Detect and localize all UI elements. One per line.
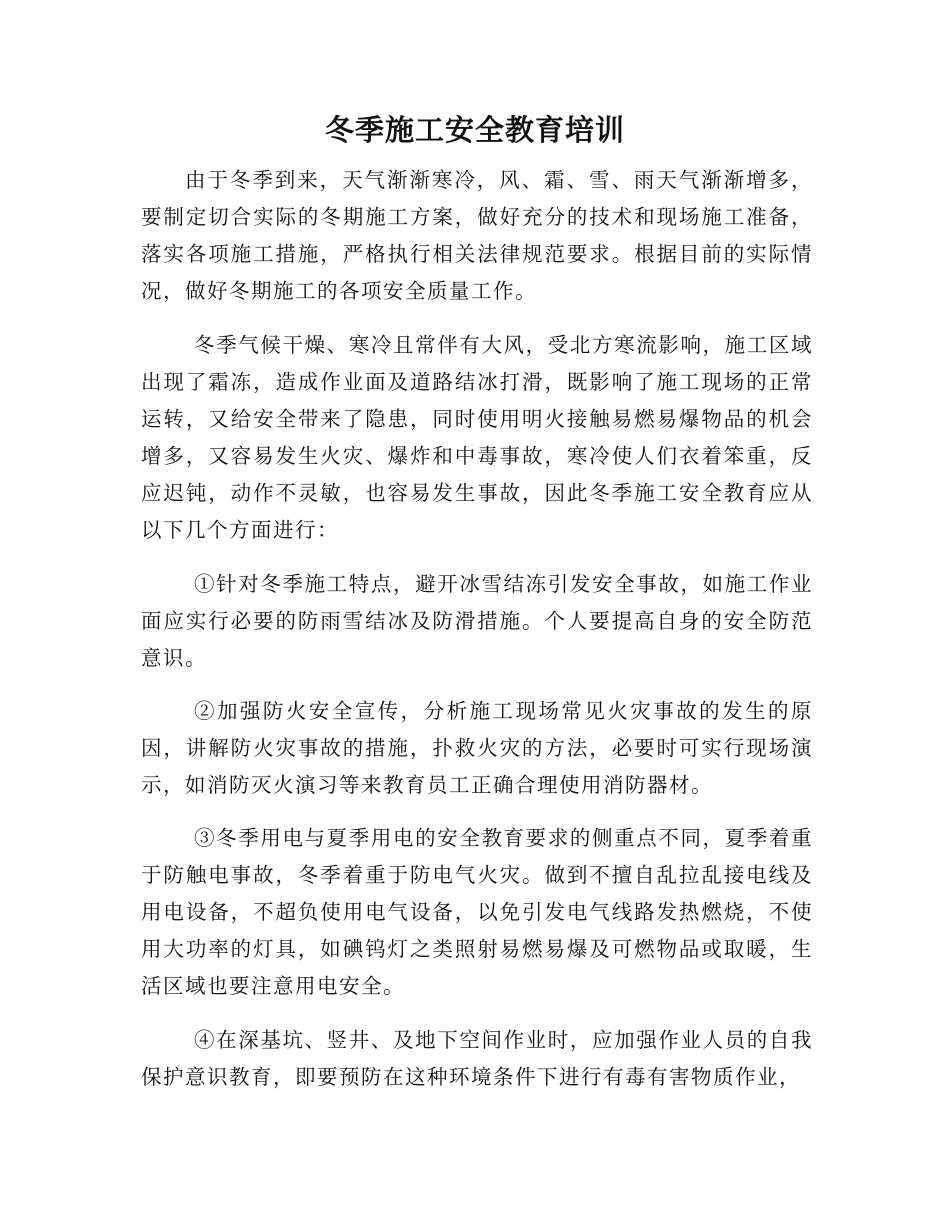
paragraph-item-3: ③冬季用电与夏季用电的安全教育要求的侧重点不同，夏季着重于防触电事故，冬季着重于防电气火灾。做到不擅自乱拉乱接电线及用电设备，不超负使用电气设备，以免引发电气线路发热燃烧，不使用大功率的灯具，如碘钨灯之类照射易燃易爆及可燃物品或取暖，生活区域也要注意用电安全。 bbox=[141, 826, 813, 998]
paragraph-intro: 由于冬季到来，天气渐渐寒冷，风、霜、雪、雨天气渐渐增多，要制定切合实际的冬期施工方案，做好充分的技术和现场施工准备，落实各项施工措施，严格执行相关法律规范要求。根据目前的实际情况，做好冬期施工的各项安全质量工作。 bbox=[141, 168, 813, 303]
paragraph-winter-conditions: 冬季气候干燥、寒冷且常伴有大风，受北方寒流影响，施工区域出现了霜冻，造成作业面及道路结冰打滑，既影响了施工现场的正常运转，又给安全带来了隐患，同时使用明火接触易燃易爆物品的机会增多，又容易发生火灾、爆炸和中毒事故，寒冷使人们衣着笨重，反应迟钝，动作不灵敏，也容易发生事故，因此冬季施工安全教育应从以下几个方面进行： bbox=[141, 333, 813, 542]
paragraph-item-2: ②加强防火安全宣传，分析施工现场常见火灾事故的发生的原因，讲解防火灾事故的措施，扑救火灾的方法，必要时可实行现场演示，如消防灭火演习等来教育员工正确合理使用消防器材。 bbox=[141, 699, 813, 797]
paragraph-item-4: ④在深基坑、竖井、及地下空间作业时，应加强作业人员的自我保护意识教育，即要预防在这种环境条件下进行有毒有害物质作业， bbox=[141, 1028, 813, 1089]
document-title: 冬季施工安全教育培训 bbox=[324, 113, 625, 147]
paragraph-item-1: ①针对冬季施工特点，避开冰雪结冻引发安全事故，如施工作业面应实行必要的防雨雪结冰及防滑措施。个人要提高自身的安全防范意识。 bbox=[141, 572, 813, 670]
